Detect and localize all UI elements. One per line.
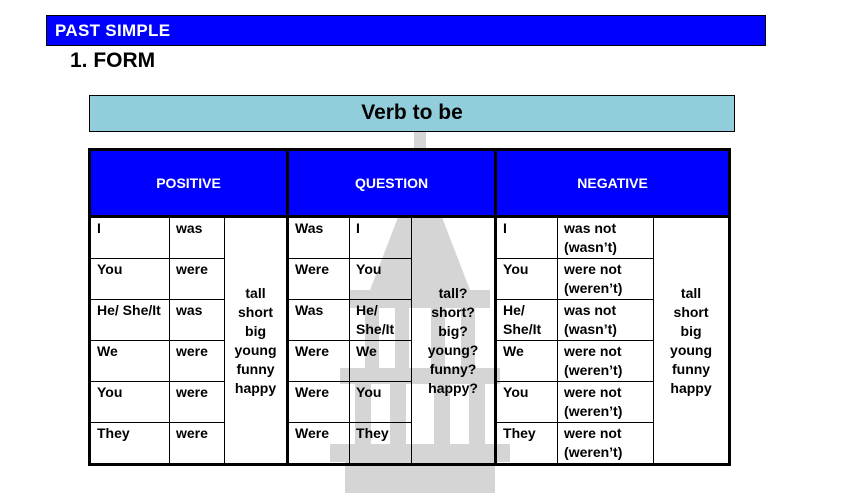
question-subject: You <box>350 259 412 300</box>
question-subject: We <box>350 341 412 382</box>
positive-subject: They <box>90 423 170 465</box>
table-row <box>90 217 730 259</box>
question-verb: Was <box>288 300 350 341</box>
verb-to-be-title: Verb to be <box>89 95 735 132</box>
negative-subject: We <box>496 341 558 382</box>
positive-verb: were <box>170 423 225 465</box>
positive-verb: were <box>170 341 225 382</box>
adjective-item: tall <box>245 284 266 301</box>
adjective-item: young <box>670 341 713 358</box>
table-row <box>90 259 730 300</box>
table-header-row <box>90 150 730 217</box>
header-question: QUESTION <box>288 150 496 217</box>
question-adjectives <box>412 217 496 465</box>
adjective-item: young <box>234 341 277 358</box>
positive-verb: was <box>170 300 225 341</box>
header-negative: NEGATIVE <box>496 150 730 217</box>
adjective-item: happy <box>670 379 712 396</box>
positive-verb: was <box>170 217 225 259</box>
adjective-item: happy <box>234 379 277 396</box>
positive-subject: You <box>90 382 170 423</box>
adjective-item: funny <box>236 360 275 377</box>
header-positive: POSITIVE <box>90 150 288 217</box>
adjective-item: funny <box>671 360 711 377</box>
negative-subject: I <box>496 217 558 259</box>
adjective-item: big <box>245 322 267 339</box>
negative-verb: were not (weren’t) <box>558 259 654 300</box>
negative-subject: They <box>496 423 558 465</box>
page-header-title: PAST SIMPLE <box>55 21 171 40</box>
question-subject: They <box>350 423 412 465</box>
positive-subject: He/ She/It <box>90 300 170 341</box>
adjective-item: happy? <box>428 379 478 396</box>
table-row <box>90 300 730 341</box>
negative-subject: He/ She/It <box>496 300 558 341</box>
section-title: 1. FORM <box>70 49 156 72</box>
negative-verb: were not (weren’t) <box>558 382 654 423</box>
adjective-item: tall <box>680 284 702 301</box>
negative-subject: You <box>496 382 558 423</box>
positive-subject: We <box>90 341 170 382</box>
positive-subject: You <box>90 259 170 300</box>
positive-adjectives <box>225 217 288 465</box>
adjective-item: big? <box>438 322 468 339</box>
positive-verb: were <box>170 259 225 300</box>
table-row <box>90 423 730 465</box>
adjective-item: big <box>680 322 702 339</box>
positive-verb: were <box>170 382 225 423</box>
negative-verb: was not (wasn’t) <box>558 217 654 259</box>
adjective-item: funny? <box>429 360 477 377</box>
adjective-item: short? <box>431 303 475 320</box>
negative-subject: You <box>496 259 558 300</box>
negative-verb: was not (wasn’t) <box>558 300 654 341</box>
negative-verb: were not (weren’t) <box>558 341 654 382</box>
table-row <box>90 382 730 423</box>
question-verb: Were <box>288 423 350 465</box>
question-verb: Were <box>288 382 350 423</box>
verb-to-be-table <box>88 148 731 466</box>
positive-subject: I <box>90 217 170 259</box>
question-subject: I <box>350 217 412 259</box>
question-subject: You <box>350 382 412 423</box>
negative-adjectives <box>654 217 730 465</box>
table-row <box>90 341 730 382</box>
adjective-item: short <box>238 303 274 320</box>
adjective-item: short <box>673 303 709 320</box>
question-verb: Were <box>288 341 350 382</box>
question-verb: Was <box>288 217 350 259</box>
negative-verb: were not (weren’t) <box>558 423 654 465</box>
adjective-item: young? <box>427 341 479 358</box>
page-header-bar <box>46 15 766 46</box>
adjective-item: tall? <box>438 284 468 301</box>
question-verb: Were <box>288 259 350 300</box>
question-subject: He/ She/It <box>350 300 412 341</box>
